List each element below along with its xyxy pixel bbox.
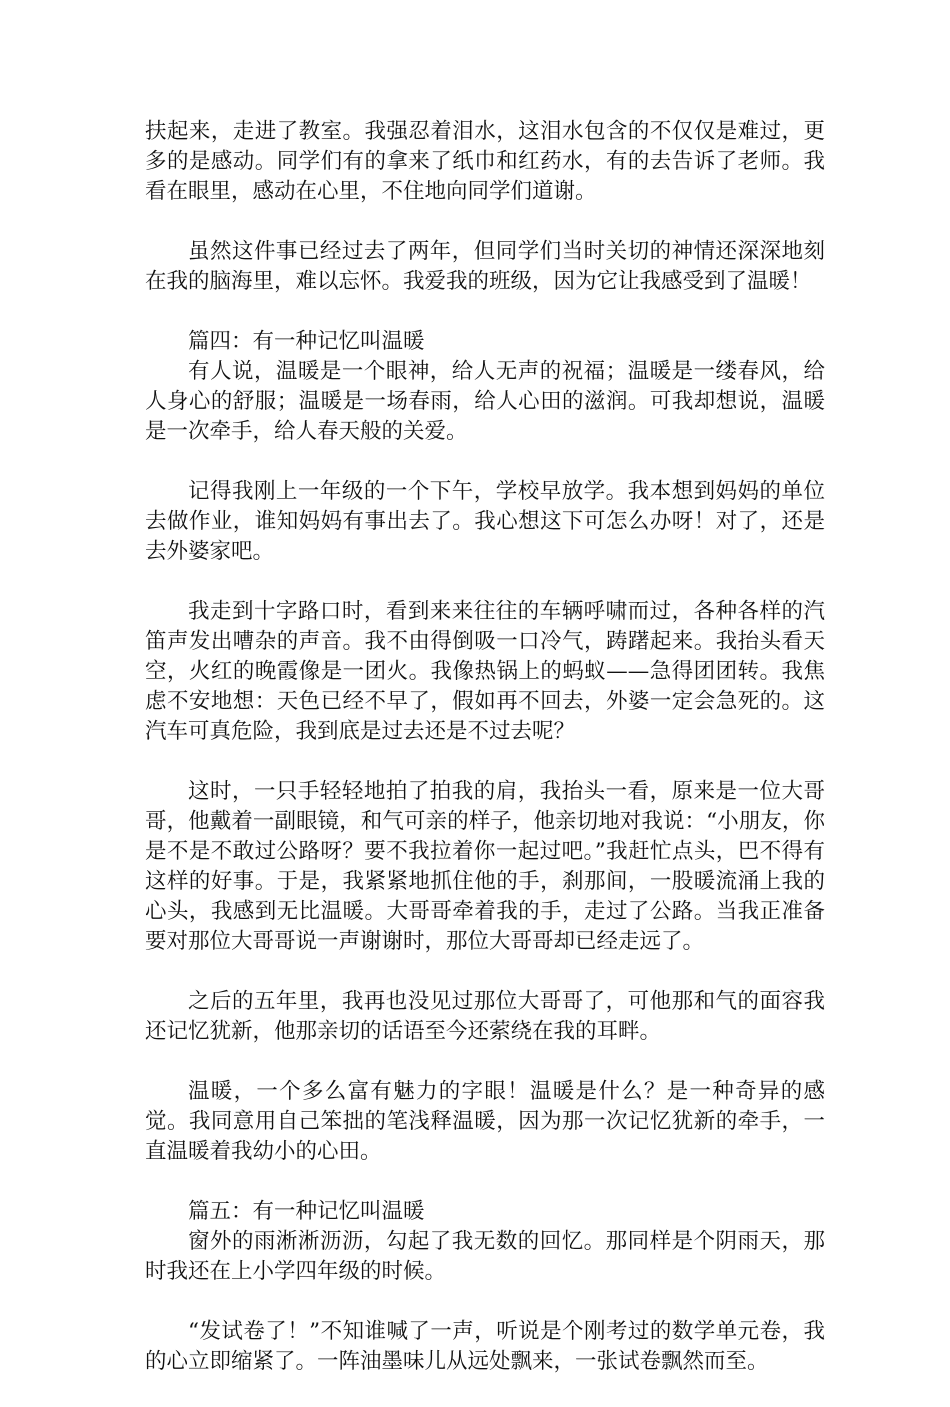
paragraph-five-years: 之后的五年里，我再也没见过那位大哥哥了，可他那和气的面容我还记忆犹新，他那亲切的话语至今还萦绕在我的耳畔。 xyxy=(145,989,825,1044)
paragraph-classroom: 扶起来，走进了教室。我强忍着泪水，这泪水包含的不仅仅是难过，更多的是感动。同学们有的拿来了纸巾和红药水，有的去告诉了老师。我看在眼里，感动在心里，不住地向同学们道谢。 xyxy=(145,119,825,204)
paragraph-two-years-later: 虽然这件事已经过去了两年，但同学们当时关切的神情还深深地刻在我的脑海里，难以忘怀。我爱我的班级，因为它让我感受到了温暖！ xyxy=(145,239,825,294)
section-heading-part-five: 篇五：有一种记忆叫温暖 xyxy=(188,1199,425,1224)
paragraph-rainy-day: 窗外的雨淅淅沥沥，勾起了我无数的回忆。那同样是个阴雨天，那时我还在上小学四年级的时候。 xyxy=(145,1229,825,1284)
paragraph-warmth-word: 温暖，一个多么富有魅力的字眼！温暖是什么？是一种奇异的感觉。我同意用自己笨拙的笔浅释温暖，因为那一次记忆犹新的牵手，一直温暖着我幼小的心田。 xyxy=(145,1079,825,1164)
paragraph-big-brother: 这时，一只手轻轻地拍了拍我的肩，我抬头一看，原来是一位大哥哥，他戴着一副眼镜，和气可亲的样子，他亲切地对我说：“小朋友，你是不是不敢过公路呀？要不我拉着你一起过吧。”我赶忙点头，巴不得有这样的好事。于是，我紧紧地抓住他的手，刹那间，一股暖流涌上我的心头，我感到无比温暖。大哥哥牵着我的手，走过了公路。当我正准备要对那位大哥哥说一声谢谢时，那位大哥哥却已经走远了。 xyxy=(145,779,825,954)
paragraph-test-papers: “发试卷了！”不知谁喊了一声，听说是个刚考过的数学单元卷，我的心立即缩紧了。一阵油墨味儿从远处飘来，一张试卷飘然而至。 xyxy=(145,1319,825,1374)
document-page xyxy=(145,117,825,1407)
paragraph-crossroads: 我走到十字路口时，看到来来往往的车辆呼啸而过，各种各样的汽笛声发出嘈杂的声音。我不由得倒吸一口冷气，踌躇起来。我抬头看天空，火红的晚霞像是一团火。我像热锅上的蚂蚁——急得团团转。我焦虑不安地想：天色已经不早了，假如再不回去，外婆一定会急死的。这汽车可真危险，我到底是过去还是不过去呢？ xyxy=(145,599,825,744)
paragraph-first-grade-afternoon: 记得我刚上一年级的一个下午，学校早放学。我本想到妈妈的单位去做作业，谁知妈妈有事出去了。我心想这下可怎么办呀！对了，还是去外婆家吧。 xyxy=(145,479,825,564)
paragraph-warmth-definition: 有人说，温暖是一个眼神，给人无声的祝福；温暖是一缕春风，给人身心的舒服；温暖是一场春雨，给人心田的滋润。可我却想说，温暖是一次牵手，给人春天般的关爱。 xyxy=(145,359,825,444)
section-heading-part-four: 篇四：有一种记忆叫温暖 xyxy=(188,329,425,354)
